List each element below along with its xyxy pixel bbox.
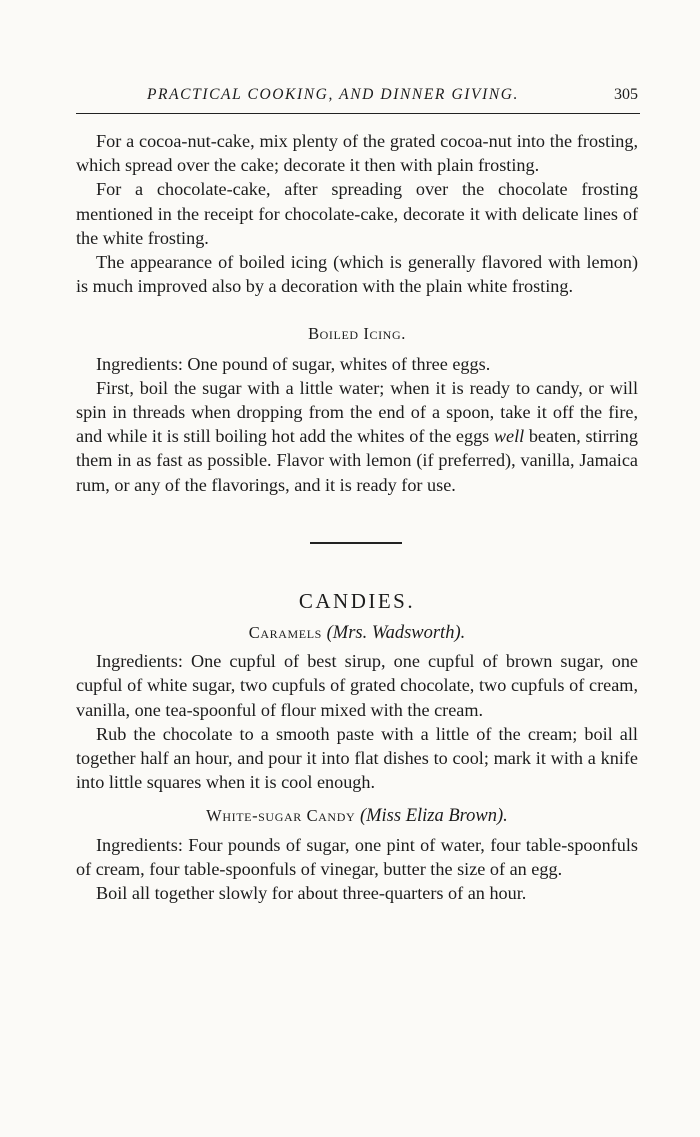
heading-boiled-icing [76, 322, 638, 346]
running-title: PRACTICAL COOKING, AND DINNER GIVING. [146, 86, 520, 103]
page-body [76, 129, 638, 905]
page-number: 305 [614, 86, 638, 103]
heading-caramels-author: (Mrs. Wadsworth). [326, 623, 466, 644]
section-divider [310, 542, 402, 544]
section-title-candies: CANDIES. [298, 588, 416, 613]
header-rule [76, 113, 640, 114]
heading-white-sugar-candy-author: (Miss Eliza Brown). [359, 806, 508, 827]
boiled-icing-ingredients: Ingredients: One pound of sugar, whites of three eggs. [96, 353, 491, 374]
heading-white-sugar-candy-text: White-sugar Candy [206, 806, 356, 826]
white-sugar-candy-method: Boil all together slowly for about three-quarters of an hour. [96, 883, 527, 904]
boiled-icing-method [76, 376, 638, 497]
paragraph-cocoanut-cake: For a cocoa-nut-cake, mix plenty of the grated cocoa-nut into the frosting, which spread over the cake; decorate it then with plain frosting. [76, 131, 638, 176]
caramels-ingredients: Ingredients: One cupful of best sirup, one cupful of brown sugar, one cupful of white sugar, two cupfuls of grated chocolate, two cupfuls of cream, vanilla, one tea-spoonful of flour mixed with the cream. [76, 651, 638, 720]
white-sugar-candy-ingredients: Ingredients: Four pounds of sugar, one pint of water, four table-spoonfuls of cream, four table-spoonfuls of vinegar, butter the size of an egg. [76, 834, 638, 879]
boiled-icing-method-part2: beaten, stirring them in as fast as possible. Flavor with lemon (if preferred), vanilla, Jamaica rum, or any of the flavorings, and it is ready for use. [76, 426, 638, 495]
section-divider-area [76, 497, 638, 589]
boiled-icing-method-emphasis: well [493, 426, 525, 447]
caramels-method: Rub the chocolate to a smooth paste with a little of the cream; boil all together half an hour, and pour it into flat dishes to cool; mark it with a knife into little squares when it is cool enough. [76, 723, 638, 793]
paragraph-boiled-icing-appearance: The appearance of boiled icing (which is generally flavored with lemon) is much improved also by a decoration with the plain white frosting. [76, 252, 638, 297]
page-header [76, 84, 640, 110]
heading-caramels [76, 621, 638, 645]
boiled-icing-method-part1: First, boil the sugar with a little water; when it is ready to candy, or will spin in threads when dropping from the end of a spoon, take it off the fire, and while it is still boiling hot add the whites of the eggs [76, 377, 638, 447]
paragraph-chocolate-cake: For a chocolate-cake, after spreading over the chocolate frosting mentioned in the receipt for chocolate-cake, decorate it with delicate lines of the white frosting. [76, 179, 638, 248]
heading-white-sugar-candy [76, 804, 638, 828]
heading-boiled-icing-text: Boiled Icing. [308, 324, 406, 344]
heading-caramels-text: Caramels [248, 623, 322, 643]
